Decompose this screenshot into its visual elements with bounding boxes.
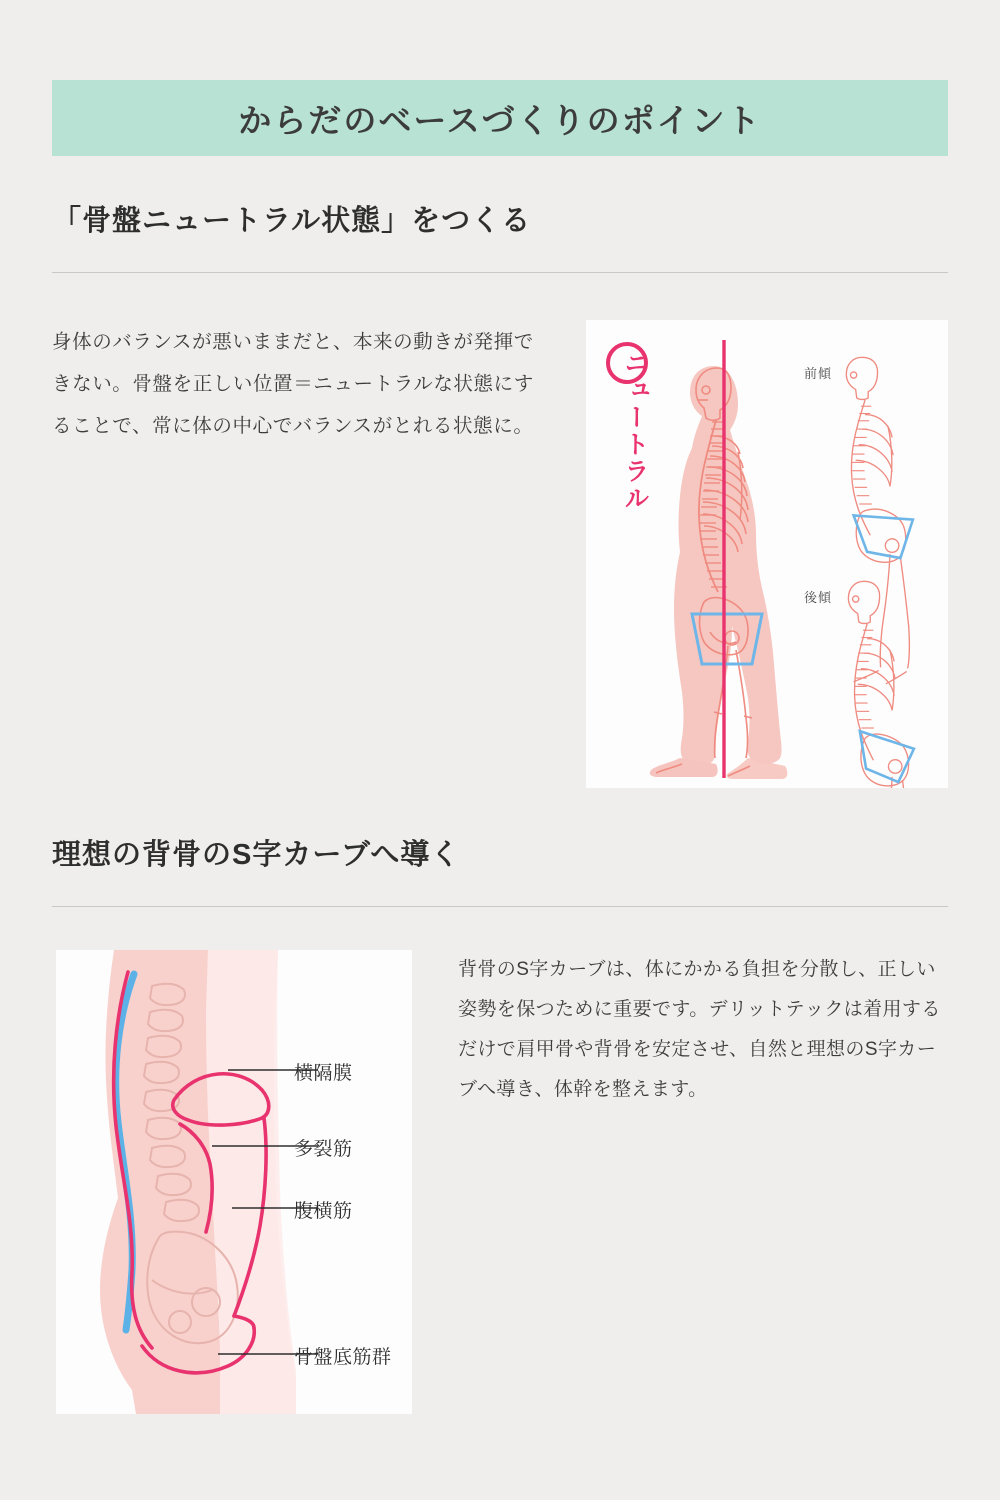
section1-body-text: 身体のバランスが悪いままだと、本来の動きが発揮できない。骨盤を正しい位置＝ニュートラルな状態にすることで、常に体の中心でバランスがとれる状態に。: [52, 331, 534, 437]
pelvis-neutral-illustration: [586, 320, 948, 788]
callout-diaphragm: 横隔膜: [294, 1063, 353, 1084]
banner-title: からだのベースづくりのポイント: [238, 101, 762, 139]
callout-pelvic-floor: 骨盤底筋群: [294, 1347, 392, 1368]
label-anterior-tilt: 前傾: [804, 366, 833, 381]
callout-transversus-abdominis: 腹横筋: [294, 1201, 353, 1222]
section2-body-text: 背骨のS字カーブは、体にかかる負担を分散し、正しい姿勢を保つために重要です。デリットテックは着用するだけで肩甲骨や背骨を安定させ、自然と理想のS字カーブへ導き、体幹を整えます。: [458, 959, 941, 1100]
section2-heading: 理想の背骨のS字カーブへ導く: [52, 839, 461, 871]
neutral-vertical-label: ニュートラル: [621, 350, 649, 512]
section2-divider: [52, 906, 948, 907]
section1-heading: 「骨盤ニュートラル状態」をつくる: [52, 205, 532, 237]
callout-multifidus: 多裂筋: [294, 1139, 353, 1160]
page-banner: [52, 80, 948, 156]
core-muscles-illustration: [56, 950, 412, 1414]
section1-divider: [52, 272, 948, 273]
label-posterior-tilt: 後傾: [804, 590, 833, 605]
